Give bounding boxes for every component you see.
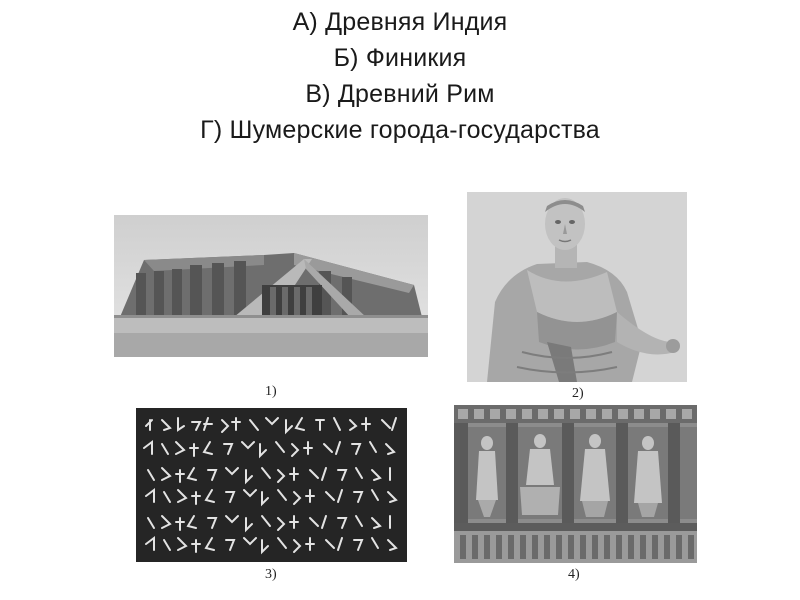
caption-2: 2): [572, 386, 584, 401]
caption-4: 4): [568, 567, 580, 582]
answer-options: [0, 4, 800, 148]
caption-1: 1): [265, 384, 277, 399]
option-d: Г) Шумерские города-государства: [200, 116, 600, 144]
option-b: Б) Финикия: [333, 44, 467, 72]
phoenician-script-photo: [136, 408, 407, 562]
roman-statue-photo: [467, 192, 687, 382]
caption-3: 3): [265, 567, 277, 582]
indian-temple-relief-photo: [454, 405, 697, 563]
option-c: В) Древний Рим: [305, 80, 495, 108]
option-a: А) Древняя Индия: [292, 8, 508, 36]
ziggurat-photo: [114, 215, 428, 357]
